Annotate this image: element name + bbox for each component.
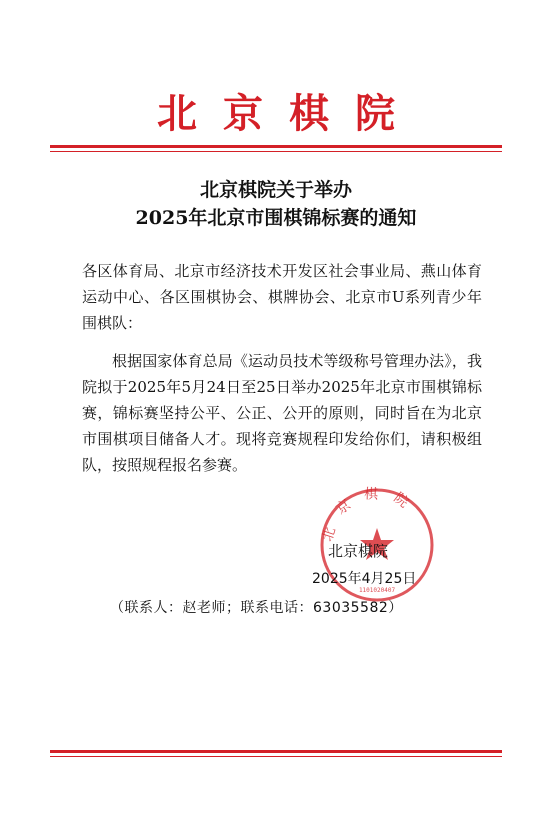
svg-text:北京棋院 <box>319 486 422 543</box>
letterhead-org-name: 北京棋院 <box>157 90 421 137</box>
footer-rule-thin <box>50 756 502 757</box>
document-date: 2025年4月25日 <box>312 571 417 587</box>
document-body: 根据国家体育总局《运动员技术等级称号管理办法》，我院拟于2025年5月24日至25日举办2025年北京市围棋锦标赛，锦标赛坚持公平、公正、公开的原则，同时旨在为北京市围棋项目储备人才。现将竞赛规程印发给你们，请积极组队，按照规程报名参赛。 <box>82 352 482 474</box>
document-title-line-1: 北京棋院关于举办 <box>199 179 352 201</box>
document-signature: 北京棋院 <box>328 542 389 560</box>
letterhead-rule-thick <box>50 145 502 148</box>
document-salutation: 各区体育局、北京市经济技术开发区社会事业局、燕山体育运动中心、各区围棋协会、棋牌协会、北京市U系列青少年围棋队： <box>82 262 482 332</box>
document-title-line-2: 2025年北京市围棋锦标赛的通知 <box>135 207 417 229</box>
seal-text: 北京棋院 <box>319 486 423 544</box>
letterhead-rule-thin <box>50 151 502 152</box>
footer-rule-thick <box>50 750 502 753</box>
seal-serial: 1101020407 <box>358 587 396 594</box>
document-contact: （联系人：赵老师；联系电话：63035582） <box>110 600 403 616</box>
